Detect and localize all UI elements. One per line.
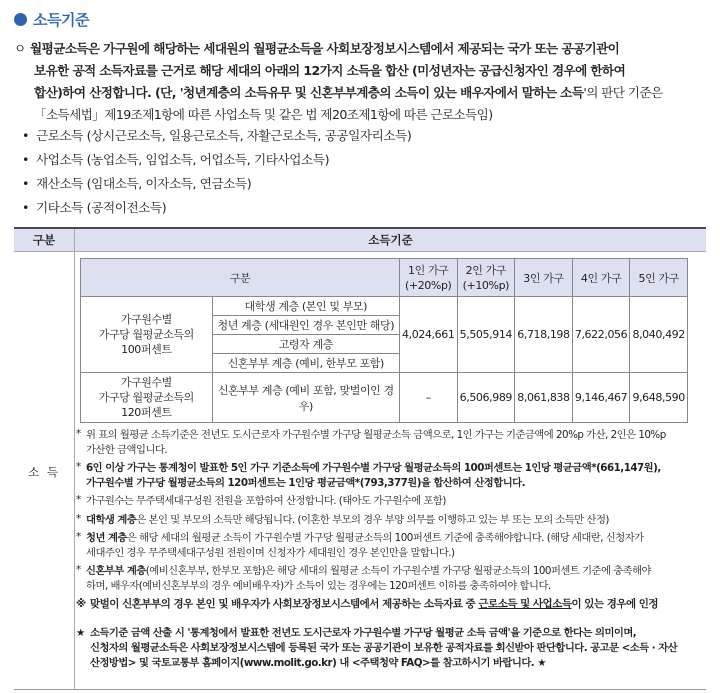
table-row <box>81 297 688 316</box>
notes <box>76 428 696 671</box>
row-label-income: 소 득 <box>28 465 60 479</box>
group2-value-2p: 6,506,989 <box>457 373 515 423</box>
intro-paragraph <box>14 38 706 126</box>
group1-row-newlywed: 신혼부부 계층 (예비, 한부모 포함) <box>212 354 399 373</box>
header-criteria: 소득기준 <box>368 233 413 247</box>
inner-header-row <box>81 259 688 297</box>
group1-value-1p: 4,024,661 <box>399 297 457 373</box>
inner-header-5p: 5인 가구 <box>630 259 688 297</box>
note-1: * 위 표의 월평균 소득기준은 전년도 도시근로자 가구원수별 가구당 월평균소득 금액으로, 1인 가구는 기준금액에 20%p 가산, 2인은 10%p 가산한 금액입니다. <box>76 428 666 456</box>
list-item: • 기타소득 (공적이전소득) <box>22 200 167 215</box>
group2-label: 가구원수별 가구당 월평균소득의 120퍼센트 <box>81 373 213 423</box>
intro-line-3: 합산)하여 산정합니다. (단, '청년계층의 소득유무 및 신혼부부계층의 소득이 있는 배우자에서 말하는 소득'의 판단 기준은 <box>34 85 663 100</box>
note-6: * 신혼부부 계층(예비신혼부부, 한부모 포함)은 해당 세대의 월평균 소득이 가구원수별 가구당 월평균소득의 100퍼센트 기준에 충족해야 하며, 배우자(예비신혼부부의 경우 예비배우자)가 소득이 있는 경우에는 120퍼센트 이하를 충족하여야 합니다. <box>76 564 652 592</box>
section-title <box>14 6 89 32</box>
note-5: * 청년 계층은 해당 세대의 월평균 소득이 가구원수별 가구당 월평균소득의 100퍼센트 기준에 충족해야합니다. (해당 세대란, 신청자가 세대주인 경우 무주택세대구성원 전원이며 신청자가 세대원인 경우 본인만을 말합니다.) <box>76 531 644 559</box>
note-2: * 6인 이상 가구는 통계청이 발표한 5인 가구 기준소득에 가구원수별 가구당 월평균소득의 100퍼센트는 1인당 평균금액*(661,147원), 가구원수별 가구당 월평균소득의 120퍼센트는 1인당 평균금액*(793,377원)을 합산하여 산정합니다. <box>76 461 661 489</box>
table-header <box>14 229 706 252</box>
group1-value-3p: 6,718,198 <box>515 297 573 373</box>
inner-header-3p: 3인 가구 <box>515 259 573 297</box>
table-row <box>81 373 688 423</box>
income-types-list <box>22 124 411 220</box>
list-item: • 사업소득 (농업소득, 임업소득, 어업소득, 기타사업소득) <box>22 152 330 167</box>
bullet-circle-icon <box>14 13 27 26</box>
intro-line-4: 「소득세법」제19조제1항에 따른 사업소득 및 같은 법 제20조제1항에 따른 근로소득임) <box>34 107 493 122</box>
intro-line-2: 보유한 공적 소득자료를 근거로 해당 세대의 아래의 12가지 소득을 합산 (미성년자는 공급신청자인 경우에 한하여 <box>34 63 626 78</box>
group1-row-youth: 청년 계층 (세대원인 경우 본인만 해당) <box>212 316 399 335</box>
header-category: 구분 <box>14 229 75 251</box>
group1-label: 가구원수별 가구당 월평균소득의 100퍼센트 <box>81 297 213 373</box>
list-item: • 근로소득 (상시근로소득, 일용근로소득, 자활근로소득, 공공일자리소득) <box>22 128 412 143</box>
intro-line-1: ㅇ 월평균소득은 가구원에 해당하는 세대원의 월평균소득을 사회보장정보시스템에서 제공되는 국가 또는 공공기관이 <box>14 38 706 60</box>
inner-header-4p: 4인 가구 <box>572 259 630 297</box>
group1-value-5p: 8,040,492 <box>630 297 688 373</box>
group2-value-1p: – <box>399 373 457 423</box>
inner-income-table <box>80 258 688 423</box>
group1-value-4p: 7,622,056 <box>572 297 630 373</box>
row-label-cell <box>14 252 75 689</box>
reference-note: ※ 맞벌이 신혼부부의 경우 본인 및 배우자가 사회보장정보시스템에서 제공하는 소득자료 중 근로소득 및 사업소득이 있는 경우에 인정 <box>76 598 659 610</box>
group2-value-3p: 8,061,838 <box>515 373 573 423</box>
group1-row-student: 대학생 계층 (본인 및 부모) <box>212 297 399 316</box>
group1-value-2p: 5,505,914 <box>457 297 515 373</box>
inner-header-category: 구분 <box>81 259 400 297</box>
inner-header-2p: 2인 가구 (+10%p) <box>457 259 515 297</box>
group2-value-4p: 9,146,467 <box>572 373 630 423</box>
inner-header-1p: 1인 가구 (+20%p) <box>399 259 457 297</box>
circle-marker: ㅇ <box>14 41 26 56</box>
note-3: * 가구원수는 무주택세대구성원 전원을 포함하여 산정합니다. (태아도 가구원수에 포함) <box>76 494 446 507</box>
star-note: ★ 소득기준 금액 산출 시 '통계청에서 발표한 전년도 도시근로자 가구원수별 가구당 월평균 소득 금액'을 기준으로 한다는 의미이며, 신청자의 월평균소득은 사회보장정보시스템에 등록된 국가 또는 공공기관이 보유한 공적자료를 회신받아 판단합니다. 공고문 <소득 · 자산 산정방법> 및 국토교통부 홈페이지(www.molit.go.kr) 내 <주택청약 FAQ>를 참고하시기 바랍니다. ★ <box>76 626 678 669</box>
list-item: • 재산소득 (임대소득, 이자소득, 연금소득) <box>22 176 252 191</box>
group1-row-elderly: 고령자 계층 <box>212 335 399 354</box>
section-title-text: 소득기준 <box>33 10 89 29</box>
note-4: * 대학생 계층은 본인 및 부모의 소득만 해당됩니다. (이혼한 부모의 경우 부양 의무를 이행하고 있는 부 또는 모의 소득만 산정) <box>76 512 609 526</box>
group2-value-5p: 9,648,590 <box>630 373 688 423</box>
group2-row-dualincome: 신혼부부 계층 (예비 포함, 맞벌이인 경우) <box>212 373 399 423</box>
